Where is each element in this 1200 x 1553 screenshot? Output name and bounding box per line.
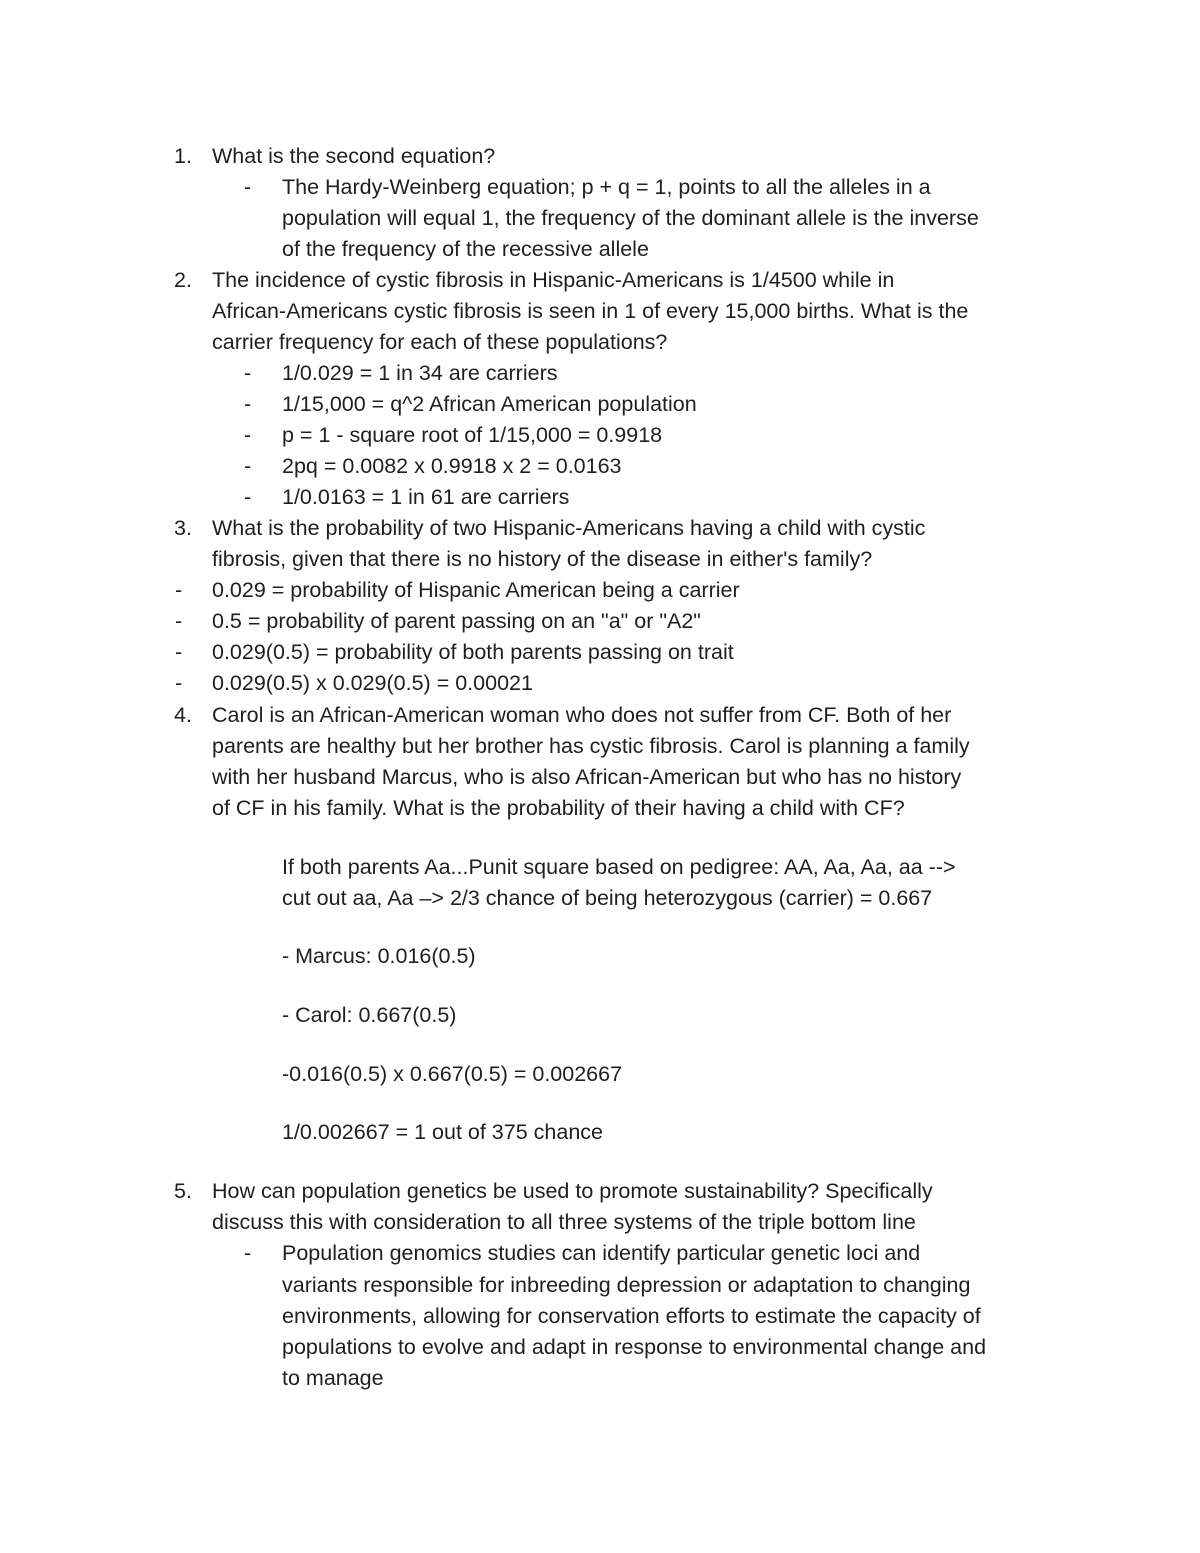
q2-question-line: carrier frequency for each of these populations? bbox=[212, 330, 668, 354]
q5-answer-line: populations to evolve and adapt in response to environmental change and bbox=[282, 1335, 987, 1359]
q5-answer-line: environments, allowing for conservation efforts to estimate the capacity of bbox=[282, 1304, 981, 1328]
q5-answer-line: Population genomics studies can identify particular genetic loci and bbox=[282, 1241, 921, 1265]
q4-number: 4. bbox=[174, 703, 192, 727]
q5-answer-line: to manage bbox=[282, 1366, 384, 1390]
q2-number: 2. bbox=[174, 268, 192, 292]
q4-question-line: parents are healthy but her brother has cystic fibrosis. Carol is planning a family bbox=[212, 734, 970, 758]
q3-number: 3. bbox=[174, 516, 192, 540]
q3-answer: 0.029(0.5) x 0.029(0.5) = 0.00021 bbox=[212, 671, 533, 695]
q5-answer-line: variants responsible for inbreeding depression or adaptation to changing bbox=[282, 1273, 971, 1297]
q3-answer-bullet: - bbox=[175, 640, 183, 664]
q3-answer-bullet: - bbox=[175, 671, 183, 695]
q3-answer-bullet: - bbox=[175, 578, 183, 602]
q3-answer: 0.029 = probability of Hispanic American being a carrier bbox=[212, 578, 740, 602]
q2-answer-bullet: - bbox=[244, 485, 252, 509]
q1-question: What is the second equation? bbox=[212, 144, 496, 168]
q2-answer-bullet: - bbox=[244, 454, 252, 478]
q4-work-line: cut out aa, Aa –> 2/3 chance of being heterozygous (carrier) = 0.667 bbox=[282, 886, 933, 910]
q5-number: 5. bbox=[174, 1179, 192, 1203]
q5-answer-bullet: - bbox=[244, 1241, 252, 1265]
q4-work-line: If both parents Aa...Punit square based on pedigree: AA, Aa, Aa, aa --> bbox=[282, 855, 956, 879]
q1-answer-line: The Hardy-Weinberg equation; p + q = 1, points to all the alleles in a bbox=[282, 175, 931, 199]
q2-answer: 1/0.029 = 1 in 34 are carriers bbox=[282, 361, 558, 385]
q1-number: 1. bbox=[174, 144, 192, 168]
q2-answer-bullet: - bbox=[244, 392, 252, 416]
q4-question-line: with her husband Marcus, who is also African-American but who has no history bbox=[212, 765, 962, 789]
q4-question-line: Carol is an African-American woman who does not suffer from CF. Both of her bbox=[212, 703, 952, 727]
q4-work-line: - Marcus: 0.016(0.5) bbox=[282, 944, 476, 968]
q1-answer-line: of the frequency of the recessive allele bbox=[282, 237, 649, 261]
q1-answer-bullet: - bbox=[244, 175, 252, 199]
q2-answer-bullet: - bbox=[244, 423, 252, 447]
q4-work-line: -0.016(0.5) x 0.667(0.5) = 0.002667 bbox=[282, 1062, 623, 1086]
q2-answer: 2pq = 0.0082 x 0.9918 x 2 = 0.0163 bbox=[282, 454, 622, 478]
q3-answer: 0.029(0.5) = probability of both parents passing on trait bbox=[212, 640, 734, 664]
q2-answer-bullet: - bbox=[244, 361, 252, 385]
q5-question-line: How can population genetics be used to promote sustainability? Specifically bbox=[212, 1179, 933, 1203]
q2-question-line: African-Americans cystic fibrosis is seen in 1 of every 15,000 births. What is the bbox=[212, 299, 969, 323]
q1-answer-line: population will equal 1, the frequency of the dominant allele is the inverse bbox=[282, 206, 979, 230]
q2-answer: 1/15,000 = q^2 African American population bbox=[282, 392, 697, 416]
q3-answer-bullet: - bbox=[175, 609, 183, 633]
q4-question-line: of CF in his family. What is the probability of their having a child with CF? bbox=[212, 796, 905, 820]
q4-work-line: 1/0.002667 = 1 out of 375 chance bbox=[282, 1120, 603, 1144]
q5-question-line: discuss this with consideration to all three systems of the triple bottom line bbox=[212, 1210, 916, 1234]
q4-work-line: - Carol: 0.667(0.5) bbox=[282, 1003, 457, 1027]
q3-answer: 0.5 = probability of parent passing on an "a" or "A2" bbox=[212, 609, 701, 633]
q2-answer: p = 1 - square root of 1/15,000 = 0.9918 bbox=[282, 423, 663, 447]
q3-question-line: What is the probability of two Hispanic-Americans having a child with cystic bbox=[212, 516, 926, 540]
q2-answer: 1/0.0163 = 1 in 61 are carriers bbox=[282, 485, 570, 509]
q3-question-line: fibrosis, given that there is no history of the disease in either's family? bbox=[212, 547, 873, 571]
q2-question-line: The incidence of cystic fibrosis in Hispanic-Americans is 1/4500 while in bbox=[212, 268, 895, 292]
